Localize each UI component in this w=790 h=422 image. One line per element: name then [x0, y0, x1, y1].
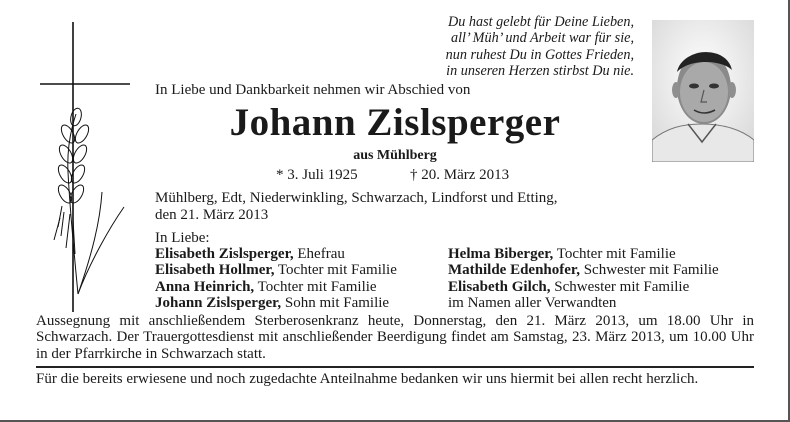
mourner-entry: [448, 246, 719, 262]
mourner-entry: [448, 262, 719, 278]
mourner-entry: [155, 295, 397, 311]
mourner-name: Mathilde Edenhofer,: [448, 262, 580, 279]
mourner-entry: [155, 246, 397, 262]
divider: [36, 366, 754, 368]
poem-line: all’ Müh’ und Arbeit war für sie,: [451, 30, 634, 47]
mourner-relation: Schwester mit Familie: [579, 262, 719, 279]
mourner-relation: Tochter mit Familie: [254, 278, 377, 295]
notice-date: den 21. März 2013: [155, 206, 269, 223]
mourner-relation: Tochter mit Familie: [553, 246, 676, 263]
birth-date: * 3. Juli 1925: [276, 167, 358, 183]
mourner-relation: Schwester mit Familie: [550, 278, 690, 295]
mourners-list-right: [448, 246, 719, 311]
mourners-list: [155, 230, 397, 311]
mourner-relation: im Namen aller Verwandten: [448, 294, 617, 311]
mourner-name: Johann Zislsperger,: [155, 294, 282, 311]
mourner-name: Anna Heinrich,: [155, 278, 255, 295]
thanks-note: Für die bereits erwiesene und noch zugedachte Anteilnahme bedanken wir uns hiermit bei allen recht herzlich.: [36, 371, 699, 387]
places-line: Mühlberg, Edt, Niederwinkling, Schwarzach, Lindforst und Etting,: [155, 190, 558, 206]
mourner-name: Helma Biberger,: [448, 246, 554, 263]
death-date: † 20. März 2013: [410, 167, 510, 183]
mourner-entry: [448, 279, 719, 295]
mourner-entry: [155, 262, 397, 278]
portrait-photo: [652, 20, 754, 162]
deceased-origin: aus Mühlberg: [353, 148, 437, 163]
mourner-entry: [155, 279, 397, 295]
deceased-name: Johann Zislsperger: [229, 101, 561, 144]
places-and-date: [155, 190, 558, 223]
farewell-intro: In Liebe und Dankbarkeit nehmen wir Abschied von: [155, 82, 471, 98]
mourner-relation: Ehefrau: [293, 246, 345, 263]
poem-line: nun ruhest Du in Gottes Frieden,: [445, 46, 634, 63]
mourner-entry: [448, 295, 719, 311]
poem: [390, 14, 634, 79]
mourner-name: Elisabeth Hollmer,: [155, 262, 275, 279]
poem-line: Du hast gelebt für Deine Lieben,: [448, 14, 634, 30]
service-details: Aussegnung mit anschließendem Sterberosenkranz heute, Donnerstag, den 21. März 2013, um 18.00 Uhr in Schwarzach. Der Trauergottesdienst mit anschließender Beerdigung findet am Samstag, 23. März 2013, um 10.00 Uhr in der Pfarrkirche in Schwarzach statt.: [36, 313, 754, 362]
mourners-intro: In Liebe:: [155, 230, 210, 246]
mourner-name: Elisabeth Zislsperger,: [155, 246, 294, 263]
cross-with-wheat-icon: [40, 22, 130, 312]
mourner-relation: Tochter mit Familie: [274, 262, 397, 279]
mourner-name: Elisabeth Gilch,: [448, 278, 551, 295]
poem-line: in unseren Herzen stirbst Du nie.: [446, 62, 634, 79]
mourner-relation: Sohn mit Familie: [281, 294, 390, 311]
